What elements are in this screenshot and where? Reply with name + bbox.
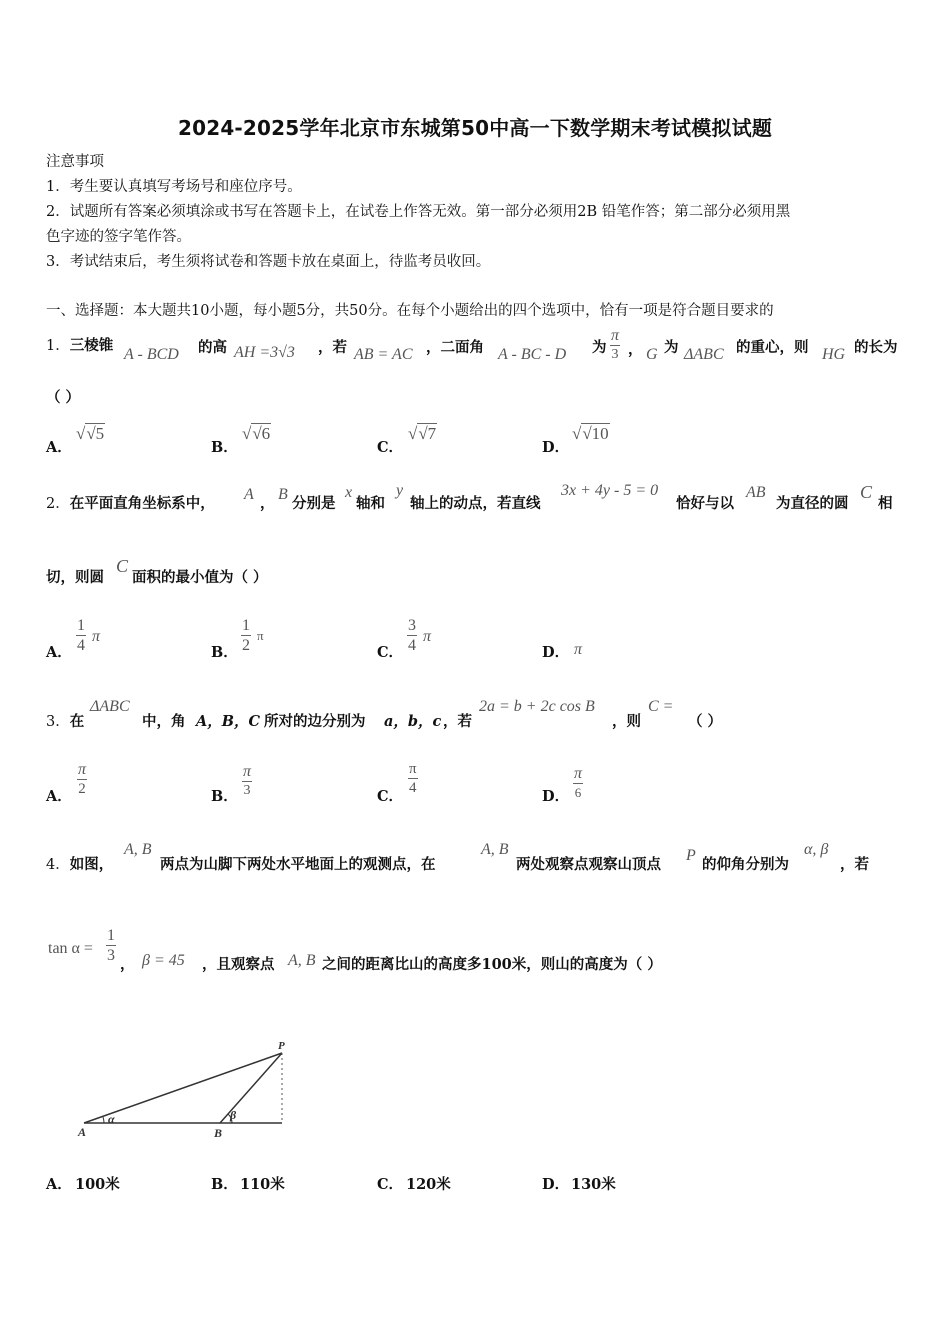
fraction-numerator: π [574,765,583,782]
option-label: C． [377,644,404,661]
question-number: 3． [46,714,70,730]
math-fraction [610,328,620,362]
question-number: 2． [46,496,70,512]
fraction-denominator: 3 [243,783,251,798]
question-text: ， [260,495,275,512]
math-fraction [407,618,417,654]
radicand: √7 [418,424,437,443]
math-expr: C [116,556,129,576]
section-heading: 一、选择题：本大题共10小题，每小题5分，共50分。在每个小题给出的四个选项中，恰有一项是符合题目要求的 [46,303,774,319]
question-text: 恰好与以 [676,495,734,512]
option-label: A． [46,1176,72,1193]
math-expr: P [686,847,696,864]
math-expr: AB [746,484,766,501]
option-label: B． [211,788,238,805]
question-text: 如图， [69,856,114,873]
math-text: tan α = [48,940,93,957]
question-text: 轴和 [356,495,385,512]
question-text: 中，角 [142,713,186,730]
fraction-numerator: π [243,763,252,780]
question-text: 分别是 [292,495,336,512]
question-text: 两处观察点观察山顶点 [516,856,661,873]
option-value: 130米 [571,1176,616,1193]
fraction-numerator: π [611,327,620,344]
question-text: 的高 [198,339,227,356]
question-number: 4． [46,857,70,873]
fraction-numerator: 3 [408,617,416,634]
point-b-label: B [214,1126,223,1140]
notice-heading: 注意事项 [46,154,104,170]
question-text: 为 [664,339,679,356]
radicand: √10 [582,424,609,443]
fraction-denominator: 3 [611,347,619,362]
question-text: ，二面角 [426,339,484,356]
math-expr: C = [648,698,674,715]
math-fraction [408,762,418,796]
notice-item: 2．试题所有答案必须填涂或书写在答题卡上，在试卷上作答无效。第一部分必须用2B 铅笔作答；第二部分必须用黑 [46,204,791,220]
fraction-numerator: 1 [107,927,115,944]
point-p-label: P [278,1040,285,1052]
question-text: a，b，c [384,713,442,730]
fraction-numerator: π [409,761,417,777]
math-fraction [77,762,87,797]
math-expr: ΔABC [684,346,724,363]
math-fraction [76,618,86,654]
math-fraction [573,766,583,799]
radicand: √5 [86,424,105,443]
fraction-numerator: π [78,761,87,778]
math-expr: AH =3√3 [234,344,295,361]
math-expr: HG [822,346,846,363]
math-expr: y [396,482,404,499]
alpha-arc [103,1117,104,1123]
option-value: 100米 [75,1176,120,1193]
math-expr: π [423,628,432,645]
question-text: 的长为 [854,339,898,356]
fraction-denominator: 4 [77,637,85,654]
option-label: D． [542,1176,570,1193]
question-text: ，若 [318,339,347,356]
math-fraction [242,764,252,798]
question-2 [46,494,215,514]
option-label: C． [377,1176,404,1193]
option-label: B． [211,1176,238,1193]
option-label: D． [542,788,570,805]
question-text: 为直径的圆 [776,495,849,512]
alpha-label: α [108,1112,115,1126]
math-expr: β = 45 [142,952,185,969]
question-text: 三棱锥 [69,337,114,354]
radicand: √6 [252,424,271,443]
fraction-denominator: 4 [409,780,417,796]
question-text: ，则 [612,713,641,730]
fraction-denominator: 6 [574,785,582,800]
fraction-numerator: 1 [77,617,85,634]
math-expr: A - BC - D [498,346,567,363]
option-label: D． [542,644,570,661]
question-text: ， [120,956,135,973]
question-text: 的仰角分别为 [702,856,789,873]
option-value: π [574,641,583,658]
math-expr: A [244,486,254,503]
notice-item: 3．考试结束后，考生须将试卷和答题卡放在桌面上，待监考员收回。 [46,254,491,270]
fraction-numerator: 1 [242,617,250,634]
math-fraction [241,618,251,654]
option-value: √√7 [408,424,437,443]
question-text: ，且观察点 [202,956,275,973]
math-expr: 2a = b + 2c cos B [479,698,595,715]
question-text: 两点为山脚下两处水平地面上的观测点，在 [160,856,436,873]
option-label: A． [46,788,72,805]
notice-item: 色字迹的签字笔作答。 [46,229,191,245]
math-expr: G [646,346,658,363]
math-expr: AB = AC [354,346,413,363]
option-label: A． [46,439,72,456]
math-expr: A, B [481,841,509,858]
math-expr: ΔABC [90,698,130,715]
question-text: 为 [592,339,607,356]
option-label: B． [211,644,238,661]
math-expr: A - BCD [124,346,179,363]
beta-label: β [230,1108,237,1122]
option-label: A． [46,644,72,661]
question-text: 轴上的动点，若直线 [410,495,541,512]
question-1 [46,336,113,356]
option-label: C． [377,788,404,805]
question-number: 1． [46,338,70,354]
page-title: 2024-2025学年北京市东城第50中高一下数学期末考试模拟试题 [177,116,773,140]
question-text: 面积的最小值为（ ） [132,569,268,586]
math-expr: A, B [288,952,316,969]
option-value: 110米 [240,1176,285,1193]
question-4 [46,855,113,875]
question-text: ，若 [840,856,869,873]
option-value: √√6 [242,424,271,443]
question-text: 相 [878,495,893,512]
question-text: ，若 [443,713,472,730]
option-value: √√5 [76,424,105,443]
option-label: B． [211,439,238,456]
option-label: D． [542,439,570,456]
question-text: ， [628,341,643,358]
option-value: √√10 [572,424,609,443]
point-a-label: A [78,1125,87,1139]
fraction-denominator: 3 [107,947,115,964]
math-expr [48,940,93,958]
option-label: C． [377,439,404,456]
fraction-denominator: 2 [242,637,250,654]
math-fraction [106,928,116,964]
question-3 [46,712,84,732]
question-text: A，B，C [196,713,261,730]
math-expr: π [257,628,264,643]
math-expr: 3x + 4y - 5 = 0 [561,482,659,499]
fraction-denominator: 2 [78,781,86,797]
math-expr: x [345,484,353,501]
math-expr: π [92,628,101,645]
math-expr: A, B [124,841,152,858]
question-text: 切，则圆 [46,569,104,586]
mountain-figure [70,1035,310,1145]
math-expr: C [860,482,873,502]
question-text: 之间的距离比山的高度多100米，则山的高度为（ ） [322,956,662,973]
answer-paren: （ ） [688,713,723,730]
question-text: 在 [69,713,85,730]
fraction-denominator: 4 [408,637,416,654]
option-value: 120米 [406,1176,451,1193]
question-text: 所对的边分别为 [264,713,366,730]
notice-item: 1．考生要认真填写考场号和座位序号。 [46,179,302,195]
question-text: 的重心，则 [736,339,809,356]
math-expr: α, β [804,841,829,858]
answer-paren: （ ） [46,389,81,406]
question-text: 在平面直角坐标系中， [69,495,215,512]
math-expr: B [278,486,288,503]
